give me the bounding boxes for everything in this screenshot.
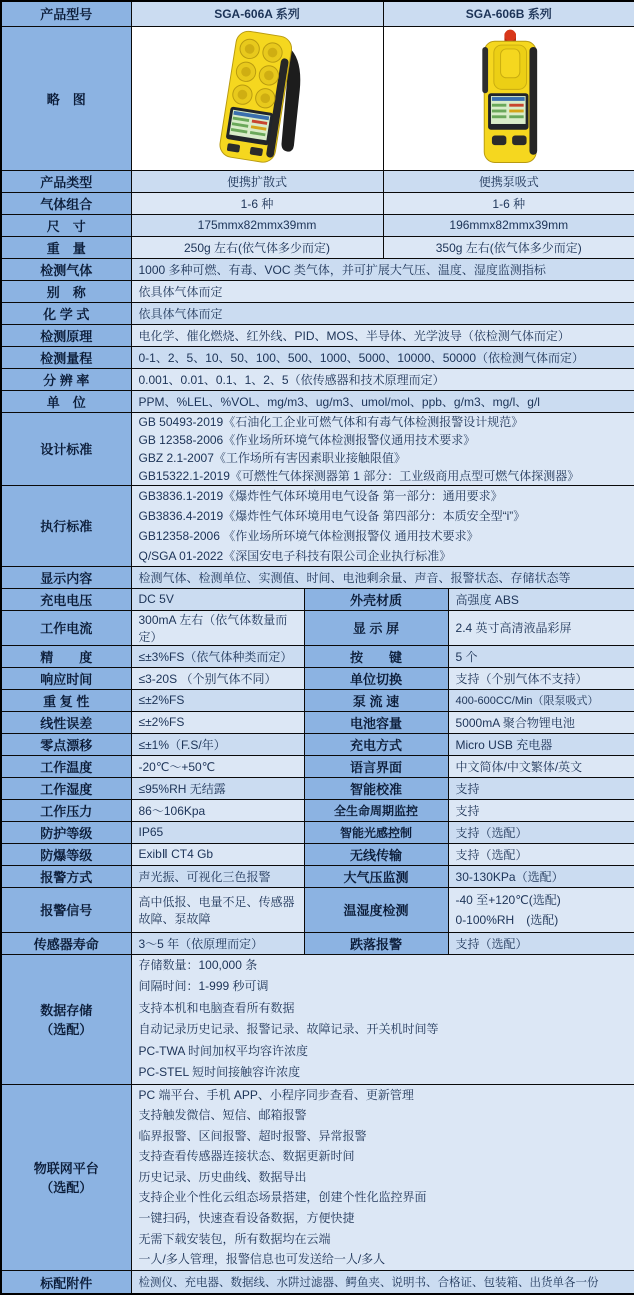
spec-label: 防爆等级 [1, 843, 131, 865]
spec-label: 全生命周期监控 [304, 799, 448, 821]
standard-line: GBZ 2.1-2007《工作场所有害因素职业接触限值》 [138, 450, 406, 465]
spec-value: 支持（选配） [448, 843, 634, 865]
spec-label: 工作电流 [1, 610, 131, 645]
table-row [1, 667, 634, 689]
table-row-header [1, 1, 634, 26]
spec-value: 支持 [448, 799, 634, 821]
design-standard-lines [131, 412, 634, 485]
feature-line: 支持企业个性化云组态场景搭建，创建个性化监控界面 [138, 1190, 427, 1205]
spec-value: ≤±1%（F.S/年） [131, 733, 304, 755]
spec-value: 高强度 ABS [448, 588, 634, 610]
spec-value: 支持（选配） [448, 932, 634, 954]
table-row [1, 799, 634, 821]
spec-label-line: （选配） [40, 1022, 93, 1037]
spec-value: 86～106Kpa [131, 799, 304, 821]
spec-label: 精 度 [1, 645, 131, 667]
table-row-alarm-signal [1, 887, 634, 932]
spec-value: 检测气体、检测单位、实测值、时间、电池剩余量、声音、报警状态、存储状态等 [131, 566, 634, 588]
product-image-sga-606a [136, 28, 379, 168]
spec-label: 电池容量 [304, 711, 448, 733]
spec-value-lines [448, 887, 634, 932]
table-row [1, 324, 634, 346]
header-series-b: SGA-606B 系列 [383, 1, 634, 26]
spec-value: 依具体气体而定 [131, 302, 634, 324]
spec-value: 3～5 年（依原理而定） [131, 932, 304, 954]
spec-label: 报警方式 [1, 865, 131, 887]
product-image-sga-606b [388, 28, 631, 168]
feature-line: PC-STEL 短时间接触容许浓度 [138, 1065, 301, 1079]
spec-value-b: 350g 左右(依气体多少而定) [383, 236, 634, 258]
spec-label: 设计标准 [1, 412, 131, 485]
spec-label: 单 位 [1, 390, 131, 412]
spec-label: 分 辨 率 [1, 368, 131, 390]
spec-value-b: 便携泵吸式 [383, 170, 634, 192]
spec-value: 依具体气体而定 [131, 280, 634, 302]
table-row [1, 170, 634, 192]
standard-line: GB 12358-2006《作业场所环境气体检测报警仪通用技术要求》 [138, 432, 476, 447]
table-row [1, 689, 634, 711]
spec-value: Micro USB 充电器 [448, 733, 634, 755]
table-row [1, 711, 634, 733]
spec-label [1, 1084, 131, 1270]
table-row [1, 588, 634, 610]
spec-value-b: 1-6 种 [383, 192, 634, 214]
spec-label: 工作压力 [1, 799, 131, 821]
table-row-accessories [1, 1270, 634, 1294]
spec-value: 支持（选配） [448, 821, 634, 843]
spec-label: 化 学 式 [1, 302, 131, 324]
feature-line: 历史记录、历史曲线、数据导出 [138, 1169, 307, 1184]
sketch-cell-b [383, 26, 634, 170]
spec-label: 零点漂移 [1, 733, 131, 755]
table-row [1, 280, 634, 302]
spec-label: 标配附件 [1, 1270, 131, 1294]
spec-label: 无线传输 [304, 843, 448, 865]
spec-label: 充电方式 [304, 733, 448, 755]
spec-value-line: -40 至+120℃(选配) [455, 892, 561, 907]
table-row-sketch [1, 26, 634, 170]
spec-label-line: 物联网平台 [33, 1161, 99, 1177]
spec-label: 智能光感控制 [304, 821, 448, 843]
spec-label: 充电电压 [1, 588, 131, 610]
spec-label: 工作湿度 [1, 777, 131, 799]
spec-value: 30-130KPa（选配） [448, 865, 634, 887]
spec-value: ExibⅡ CT4 Gb [131, 843, 304, 865]
table-row-data-storage [1, 954, 634, 1084]
spec-label: 大气压监测 [304, 865, 448, 887]
feature-line: 支持查看传感器连接状态、数据更新时间 [138, 1149, 355, 1164]
table-row [1, 645, 634, 667]
spec-value: DC 5V [131, 588, 304, 610]
table-row-design-standard [1, 412, 634, 485]
spec-value: 电化学、催化燃烧、红外线、PID、MOS、半导体、光学波导（依检测气体而定） [131, 324, 634, 346]
header-series-a: SGA-606A 系列 [131, 1, 383, 26]
spec-value-a: 1-6 种 [131, 192, 383, 214]
spec-label: 防护等级 [1, 821, 131, 843]
table-row-exec-standard [1, 485, 634, 566]
standard-line: Q/SGA 01-2022《深国安电子科技有限公司企业执行标准》 [138, 548, 452, 563]
feature-line: 一键扫码，快速查看设备数据，方便快捷 [138, 1211, 355, 1226]
spec-label: 尺 寸 [1, 214, 131, 236]
spec-value-a: 便携扩散式 [131, 170, 383, 192]
spec-label: 温湿度检测 [304, 887, 448, 932]
spec-value: 中文简体/中文繁体/英文 [448, 755, 634, 777]
data-storage-lines [131, 954, 634, 1084]
feature-line: 存储数量：100,000 条 [138, 957, 258, 972]
spec-label: 按 键 [304, 645, 448, 667]
spec-label: 语言界面 [304, 755, 448, 777]
spec-label: 线性误差 [1, 711, 131, 733]
spec-value: 高中低报、电量不足、传感器故障、泵故障 [131, 887, 304, 932]
spec-value: 5000mA 聚合物锂电池 [448, 711, 634, 733]
spec-value-line: 0-100%RH (选配) [455, 912, 559, 927]
iot-platform-lines [131, 1084, 634, 1270]
spec-value-a: 250g 左右(依气体多少而定) [131, 236, 383, 258]
table-row [1, 302, 634, 324]
table-row [1, 236, 634, 258]
feature-line: 一人/多人管理，报警信息也可发送给一人/多人 [138, 1252, 386, 1267]
spec-value: 检测仪、充电器、数据线、水阱过滤器、鳄鱼夹、说明书、合格证、包装箱、出货单各一份 [131, 1270, 634, 1294]
table-row [1, 733, 634, 755]
table-row [1, 865, 634, 887]
spec-value: 支持（个别气体不支持） [448, 667, 634, 689]
table-row [1, 755, 634, 777]
feature-line: 自动记录历史记录、报警记录、故障记录、开关机时间等 [138, 1022, 439, 1036]
standard-line: GB15322.1-2019《可燃性气体探测器第 1 部分：工业级商用点型可燃气体探测器》 [138, 468, 580, 483]
spec-label [1, 954, 131, 1084]
spec-value-b: 196mmx82mmx39mm [383, 214, 634, 236]
spec-value: ≤3-20S （个别气体不同） [131, 667, 304, 689]
feature-line: PC-TWA 时间加权平均容许浓度 [138, 1043, 309, 1058]
exec-standard-lines [131, 485, 634, 566]
spec-label: 检测原理 [1, 324, 131, 346]
table-row [1, 821, 634, 843]
spec-value: 5 个 [448, 645, 634, 667]
standard-line: GB3836.1-2019《爆炸性气体环境用电气设备 第一部分：通用要求》 [138, 488, 503, 503]
spec-value: 300mA 左右（依气体数量而定） [131, 610, 304, 645]
spec-value: 0.001、0.01、0.1、1、2、5（依传感器和技术原理而定） [131, 368, 634, 390]
spec-value: IP65 [131, 821, 304, 843]
spec-value: ≤±3%FS（依气体种类而定） [131, 645, 304, 667]
spec-label: 显 示 屏 [304, 610, 448, 645]
table-row [1, 610, 634, 645]
spec-label-line: （选配） [40, 1180, 93, 1196]
table-row [1, 214, 634, 236]
feature-line: 支持本机和电脑查看所有数据 [138, 1000, 295, 1015]
table-row [1, 368, 634, 390]
table-row [1, 566, 634, 588]
spec-value: ≤95%RH 无结露 [131, 777, 304, 799]
table-row [1, 192, 634, 214]
table-row [1, 932, 634, 954]
spec-value: PPM、%LEL、%VOL、mg/m3、ug/m3、umol/mol、ppb、g/m3、mg/l、g/l [131, 390, 634, 412]
standard-line: GB 50493-2019《石油化工企业可燃气体和有毒气体检测报警设计规范》 [138, 414, 524, 429]
spec-label: 检测气体 [1, 258, 131, 280]
spec-value: 0-1、2、5、10、50、100、500、1000、5000、10000、50000（依检测气体而定） [131, 346, 634, 368]
spec-label: 重 量 [1, 236, 131, 258]
spec-value: ≤±2%FS [131, 711, 304, 733]
spec-value: 2.4 英寸高清液晶彩屏 [448, 610, 634, 645]
table-row-iot-platform [1, 1084, 634, 1270]
spec-label: 报警信号 [1, 887, 131, 932]
spec-label: 重 复 性 [1, 689, 131, 711]
spec-label: 跌落报警 [304, 932, 448, 954]
header-product-model: 产品型号 [1, 1, 131, 26]
spec-label: 检测量程 [1, 346, 131, 368]
feature-line: PC 端平台、手机 APP、小程序同步查看、更新管理 [138, 1087, 414, 1102]
spec-label: 执行标准 [1, 485, 131, 566]
spec-value: 1000 多种可燃、有毒、VOC 类气体，并可扩展大气压、温度、湿度监测指标 [131, 258, 634, 280]
table-row [1, 843, 634, 865]
spec-label: 外壳材质 [304, 588, 448, 610]
spec-value: 400-600CC/Min（限泵吸式） [448, 689, 634, 711]
spec-label: 智能校准 [304, 777, 448, 799]
spec-label-line: 数据存储 [40, 1003, 93, 1018]
table-row [1, 777, 634, 799]
spec-value: ≤±2%FS [131, 689, 304, 711]
standard-line: GB12358-2006 《作业场所环境气体检测报警仪 通用技术要求》 [138, 528, 479, 543]
spec-value-a: 175mmx82mmx39mm [131, 214, 383, 236]
spec-label: 产品类型 [1, 170, 131, 192]
spec-value: -20℃～+50℃ [131, 755, 304, 777]
table-row [1, 346, 634, 368]
spec-label: 工作温度 [1, 755, 131, 777]
spec-label: 别 称 [1, 280, 131, 302]
feature-line: 无需下载安装包，所有数据均在云端 [138, 1231, 331, 1246]
spec-value: 支持 [448, 777, 634, 799]
table-row [1, 390, 634, 412]
feature-line: 临界报警、区间报警、超时报警、异常报警 [138, 1128, 367, 1143]
feature-line: 支持触发微信、短信、邮箱报警 [138, 1108, 307, 1123]
spec-label: 显示内容 [1, 566, 131, 588]
feature-line: 间隔时间：1-999 秒可调 [138, 979, 269, 993]
spec-label: 单位切换 [304, 667, 448, 689]
spec-label: 传感器寿命 [1, 932, 131, 954]
table-row [1, 258, 634, 280]
standard-line: GB3836.4-2019《爆炸性气体环境用电气设备 第四部分：本质安全型“i”》 [138, 508, 526, 523]
spec-value: 声光振、可视化三色报警 [131, 865, 304, 887]
sketch-cell-a [131, 26, 383, 170]
spec-label: 响应时间 [1, 667, 131, 689]
spec-label: 泵 流 速 [304, 689, 448, 711]
spec-label: 气体组合 [1, 192, 131, 214]
sketch-label: 略 图 [1, 26, 131, 170]
